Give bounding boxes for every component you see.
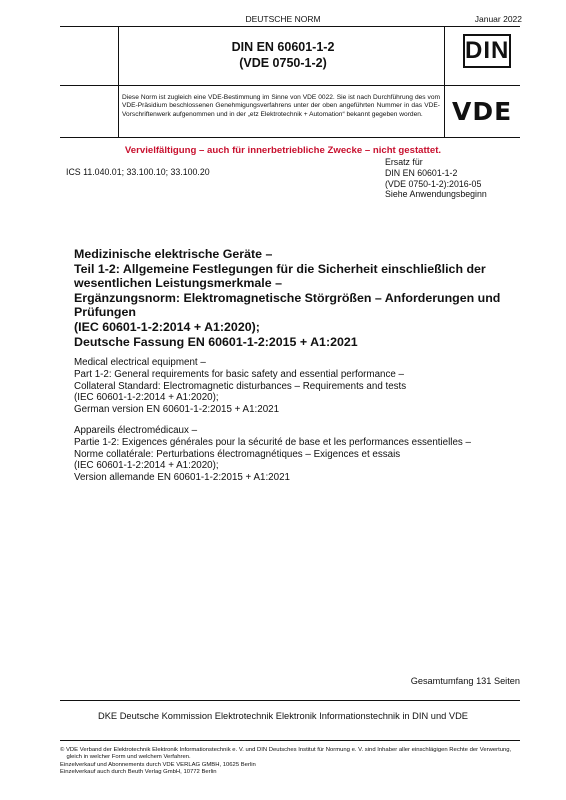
replacement-line: Siehe Anwendungsbeginn [385,189,487,200]
norm-label: DEUTSCHE NORM [245,14,321,24]
ics-codes: ICS 11.040.01; 33.100.10; 33.100.20 [66,167,210,177]
top-rule [60,26,520,27]
replacement-line: DIN EN 60601-1-2 [385,167,458,178]
title-line: Deutsche Fassung EN 60601-1-2:2015 + A1:2021 [74,334,358,349]
vde-number: (VDE 0750-1-2) [239,56,327,70]
block-bottom-rule [60,137,520,138]
left-divider [118,26,119,137]
footer-rule [60,740,520,741]
title-line: Prüfungen [74,305,136,320]
total-pages: Gesamtumfang 131 Seiten [410,676,520,686]
middle-rule [60,85,520,86]
vde-notice: Diese Norm ist zugleich eine VDE-Bestimmung im Sinne von VDE 0022. Sie ist nach Durchführung des vom VDE-Präsidium beschlossenen Genehmigungsverfahrens unter der oben angeführten Nummer in das VDE-Vorschriftenwerk aufgenommen und in der „etz Elektrotechnik + Automation“ bekannt gegeben worden. [122,94,440,118]
replacement-line: Ersatz für [385,157,423,167]
standard-number: DIN EN 60601-1-2 [231,40,335,54]
title-line: Teil 1-2: Allgemeine Festlegungen für die Sicherheit einschließlich der [74,261,486,276]
title-english [74,357,520,416]
right-divider [444,26,445,137]
copy-notice: Vervielfältigung – auch für innerbetriebliche Zwecke – nicht gestattet. [124,145,442,156]
title-line: Part 1-2: General requirements for basic safety and essential performance – [74,368,404,380]
title-line: Partie 1-2: Exigences générales pour la sécurité de base et les performances essentielles – [74,436,471,448]
footer-line: © VDE Verband der Elektrotechnik Elektronik Informationstechnik e. V. und DIN Deutsches Institut für Normung e. V. sind Inhaber aller einschlägigen Rechte der Verwertung, [60,747,512,753]
title-line: Medizinische elektrische Geräte – [74,247,273,261]
title-line: wesentlichen Leistungsmerkmale – [74,276,282,291]
title-line: (IEC 60601-1-2:2014 + A1:2020); [74,460,219,472]
issue-date: Januar 2022 [474,14,522,24]
title-line: Ergänzungsnorm: Elektromagnetische Störgrößen – Anforderungen und [74,290,501,305]
replacement-line: (VDE 0750-1-2):2016-05 [385,178,482,189]
title-line: Version allemande EN 60601-1-2:2015 + A1:2021 [74,472,290,484]
copyright-footer [60,747,560,777]
title-line: (IEC 60601-1-2:2014 + A1:2020); [74,319,260,334]
title-line: Collateral Standard: Electromagnetic disturbances – Requirements and tests [74,380,407,392]
footer-line: Einzelverkauf auch durch Beuth Verlag GmbH, 10772 Berlin [60,769,217,776]
dke-line: DKE Deutsche Kommission Elektrotechnik Elektronik Informationstechnik in DIN und VDE [98,711,468,721]
footer-line: gleich in welcher Form und welchem Verfahren. [60,754,191,761]
din-logo: DIN [463,34,511,68]
title-line: (IEC 60601-1-2:2014 + A1:2020); [74,392,219,404]
replacement-info [385,157,487,200]
title-french [74,425,520,484]
title-line: German version EN 60601-1-2:2015 + A1:2021 [74,404,280,416]
title-line: Medical electrical equipment – [74,357,206,368]
title-line: Appareils électromédicaux – [74,425,198,436]
dke-top-rule [60,700,520,701]
title-german [74,247,514,349]
title-line: Norme collatérale: Perturbations électromagnétiques – Exigences et essais [74,448,401,460]
footer-line: Einzelverkauf und Abonnements durch VDE VERLAG GMBH, 10625 Berlin [60,761,256,768]
vde-logo: VDE [452,97,513,126]
